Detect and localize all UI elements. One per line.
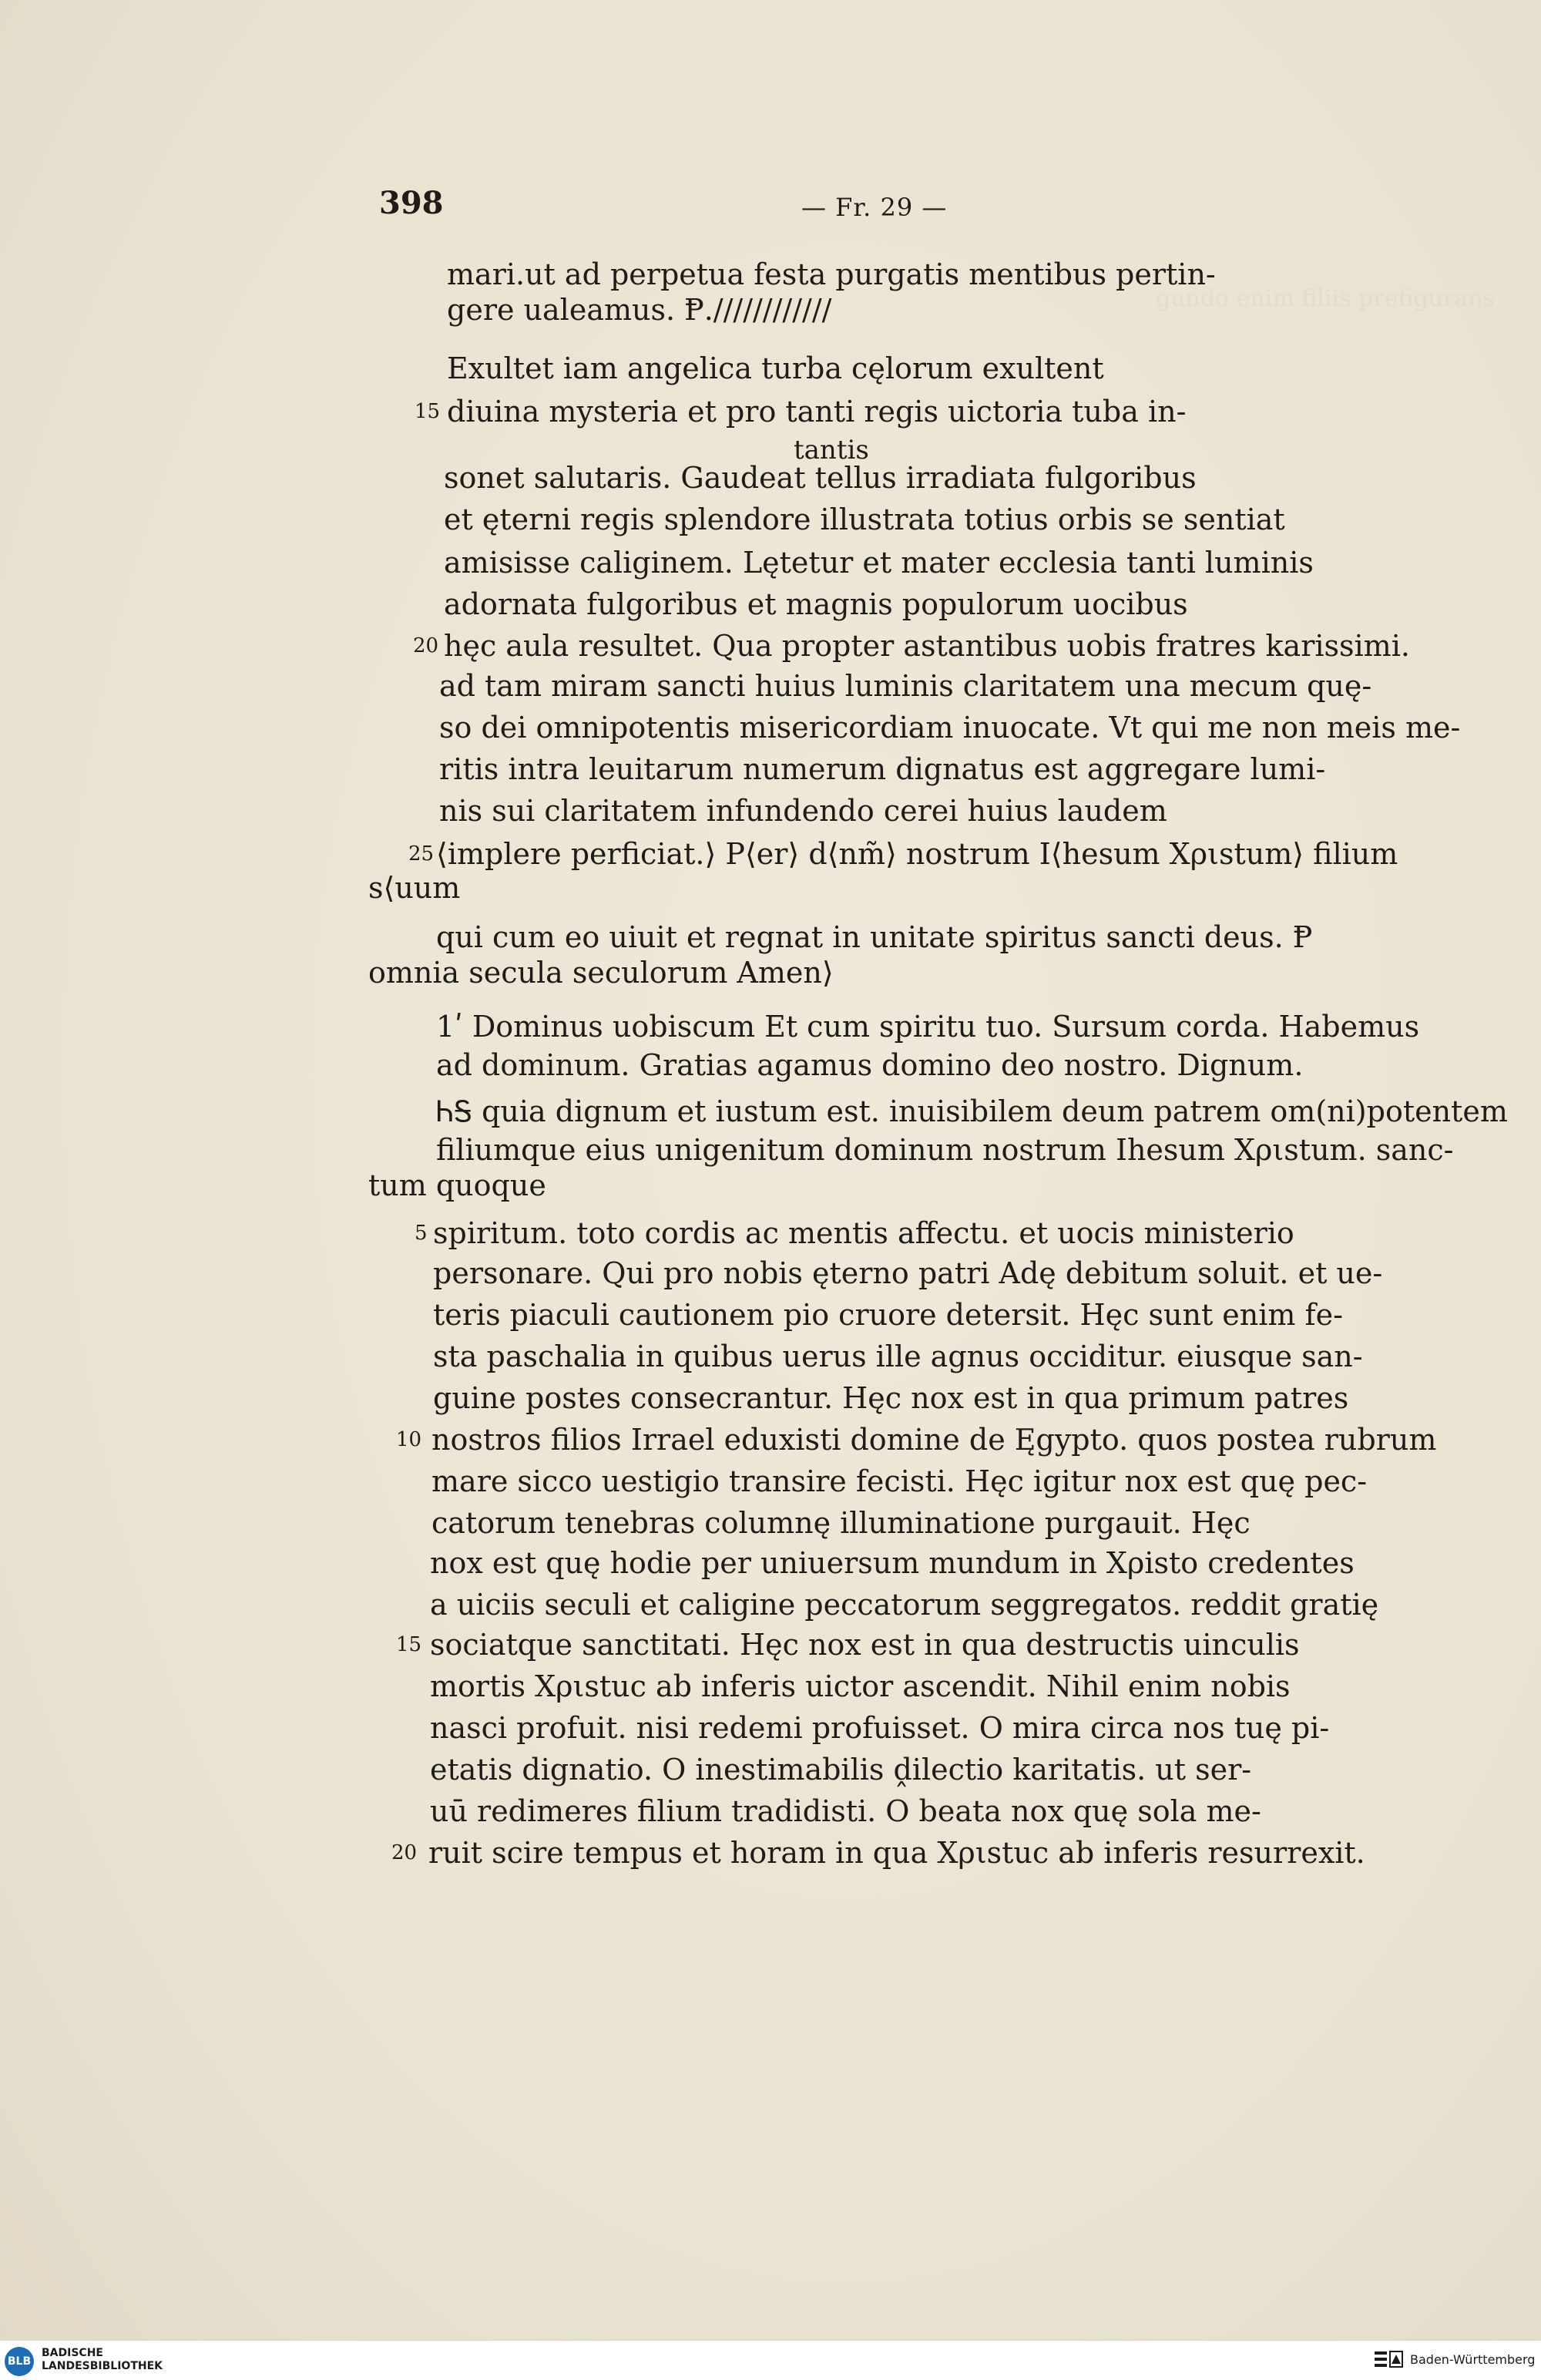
text-line: s⟨uum bbox=[368, 871, 461, 905]
library-name bbox=[42, 2347, 163, 2373]
text-line: a uiciis seculi et caligine peccatorum seggregatos. reddit gratię bbox=[430, 1588, 1379, 1622]
text-line: ad dominum. Gratias agamus domino deo nostro. Dignum. bbox=[436, 1048, 1304, 1082]
bleed-through-text: gundo enim filiis prefigurans bbox=[1156, 285, 1495, 312]
line-number: 15 bbox=[415, 400, 441, 423]
running-head: — Fr. 29 — bbox=[801, 193, 948, 222]
text-line: qui cum eo uiuit et regnat in unitate spiritus sancti deus. Ᵽ bbox=[436, 920, 1313, 954]
text-line: mari.ut ad perpetua festa purgatis mentibus pertin- bbox=[447, 257, 1216, 291]
text-line: mortis Xριstuc ab inferis uictor ascendit. Nihil enim nobis bbox=[430, 1669, 1291, 1703]
text-line: ritis intra leuitarum numerum dignatus est aggregare lumi- bbox=[439, 752, 1326, 786]
text-line: mare sicco uestigio transire fecisti. Hęc igitur nox est quę pec- bbox=[431, 1464, 1368, 1498]
text-line: omnia secula seculorum Amen⟩ bbox=[368, 956, 834, 990]
line-number: 15 bbox=[396, 1633, 422, 1656]
interlinear-gloss: tantis bbox=[794, 435, 869, 466]
page-number: 398 bbox=[379, 185, 444, 221]
blb-logo[interactable]: BLB bbox=[5, 2347, 34, 2376]
text-line: ⟨implere perficiat.⟩ P⟨er⟩ d⟨nm̃⟩ nostrum I⟨hesum Xριstum⟩ filium bbox=[436, 837, 1398, 871]
text-line: filiumque eius unigenitum dominum nostrum Ihesum Xριstum. sanc- bbox=[436, 1133, 1454, 1167]
text-line: spiritum. toto cordis ac mentis affectu. et uocis ministerio bbox=[433, 1216, 1294, 1250]
line-number: 5 bbox=[415, 1222, 428, 1245]
text-line: sonet salutaris. Gaudeat tellus irradiata fulgoribus bbox=[444, 461, 1197, 495]
text-line: nasci profuit. nisi redemi profuisset. O mira circa nos tuę pi- bbox=[430, 1711, 1330, 1745]
library-name-line1: BADISCHE bbox=[42, 2347, 103, 2359]
baden-wuerttemberg-emblem-icon bbox=[1373, 2348, 1404, 2375]
text-line: diuina mysteria et pro tanti regis uictoria tuba in- bbox=[447, 395, 1187, 429]
text-line: sta paschalia in quibus uerus ille agnus occiditur. eiusque san- bbox=[433, 1340, 1363, 1373]
text-line: ᏂᎦ quia dignum et iustum est. inuisibilem deum patrem om(ni)potentem bbox=[436, 1094, 1508, 1128]
text-line: gere ualeamus. Ᵽ.//////////// bbox=[447, 293, 832, 327]
partner-name: Baden-Württemberg bbox=[1410, 2352, 1536, 2367]
text-line: nis sui claritatem infundendo cerei huius laudem bbox=[439, 794, 1167, 828]
text-line: so dei omnipotentis misericordiam inuocate. Vt qui me non meis me- bbox=[439, 711, 1461, 745]
text-line: teris piaculi cautionem pio cruore detersit. Hęc sunt enim fe- bbox=[433, 1298, 1343, 1332]
text-line: amisisse caliginem. Lętetur et mater ecclesia tanti luminis bbox=[444, 546, 1314, 580]
text-line: catorum tenebras columnę illuminatione purgauit. Hęc bbox=[431, 1506, 1251, 1540]
text-line: et ęterni regis splendore illustrata totius orbis se sentiat bbox=[444, 503, 1285, 536]
text-line: tum quoque bbox=[368, 1168, 546, 1202]
text-line: uū redimeres filium tradidisti. O beata nox quę sola me- bbox=[430, 1794, 1261, 1828]
text-line: nox est quę hodie per uniuersum mundum in Xρisto credentes bbox=[430, 1546, 1355, 1580]
page-header bbox=[0, 185, 1541, 231]
library-name-line2: LANDESBIBLIOTHEK bbox=[42, 2360, 163, 2372]
text-line: ad tam miram sancti huius luminis claritatem una mecum quę- bbox=[439, 669, 1372, 703]
line-number: 20 bbox=[391, 1841, 418, 1864]
line-number: 25 bbox=[408, 842, 435, 866]
text-line: Exultet iam angelica turba cęlorum exultent bbox=[447, 351, 1104, 385]
text-line: 1ʹ Dominus uobiscum Et cum spiritu tuo. Sursum corda. Habemus bbox=[436, 1010, 1420, 1044]
text-line: ruit scire tempus et horam in qua Xριstuc ab inferis resurrexit. bbox=[428, 1836, 1365, 1870]
line-number: 20 bbox=[413, 634, 439, 657]
text-line: personare. Qui pro nobis ęterno patri Adę debitum soluit. et ue- bbox=[433, 1256, 1383, 1290]
line-number: 10 bbox=[396, 1428, 422, 1451]
viewer-footer bbox=[0, 2340, 1541, 2380]
text-line: etatis dignatio. O inestimabilis ḓilectio karitatis. ut ser- bbox=[430, 1753, 1252, 1787]
text-line: guine postes consecrantur. Hęc nox est in qua primum patres bbox=[433, 1381, 1349, 1415]
text-line: hęc aula resultet. Qua propter astantibus uobis fratres karissimi. bbox=[444, 629, 1410, 663]
text-line: nostros filios Irrael eduxisti domine de Ęgypto. quos postea rubrum bbox=[431, 1423, 1437, 1457]
text-line: sociatque sanctitati. Hęc nox est in qua destructis uinculis bbox=[430, 1628, 1300, 1662]
text-line: adornata fulgoribus et magnis populorum uocibus bbox=[444, 587, 1188, 621]
